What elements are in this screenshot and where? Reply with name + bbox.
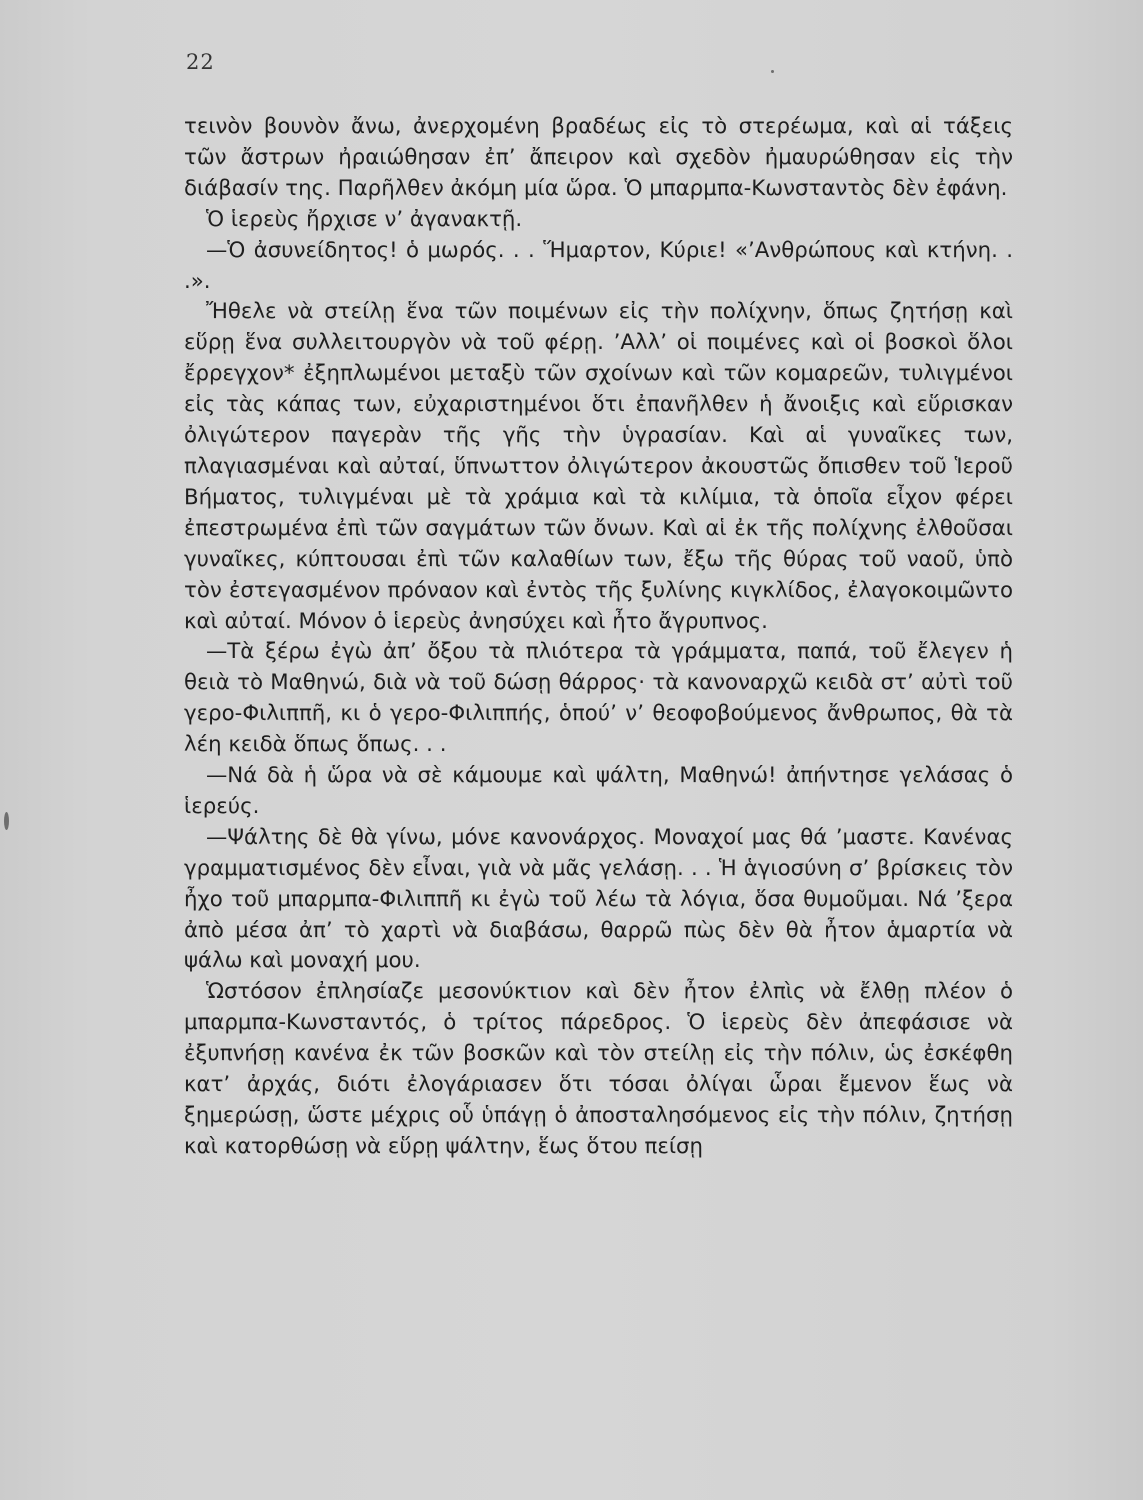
scan-speck xyxy=(4,812,9,830)
paragraph: Ἤθελε νὰ στείλῃ ἕνα τῶν ποιμένων εἰς τὴν πολίχνην, ὅπως ζητήσῃ καὶ εὕρῃ ἕνα συλλειτουργὸν νὰ τοῦ φέρῃ. ’Αλλ’ οἱ ποιμένες καὶ οἱ βοσκοὶ ὅλοι ἔρρεγχον* ἐξηπλωμένοι μεταξὺ τῶν σχοίνων καὶ τῶν κομαρεῶν, τυλιγμένοι εἰς τὰς κάπας των, εὐχαριστημένοι ὅτι ἐπανῆλθεν ἡ ἄνοιξις καὶ εὕρισκαν ὀλιγώτερον παγερὰν τῆς γῆς τὴν ὑγρασίαν. Καὶ αἱ γυναῖκες των, πλαγιασμέναι καὶ αὐταί, ὕπνωττον ὀλιγώτερον ἀκουστῶς ὄπισθεν τοῦ Ἱεροῦ Βήματος, τυλιγμέναι μὲ τὰ χράμια καὶ τὰ κιλίμια, τὰ ὁποῖα εἶχον φέρει ἐπεστρωμένα ἐπὶ τῶν σαγμάτων τῶν ὄνων. Καὶ αἱ ἐκ τῆς πολίχνης ἐλθοῦσαι γυναῖκες, κύπτουσαι ἐπὶ τῶν καλαθίων των, ἔξω τῆς θύρας τοῦ ναοῦ, ὑπὸ τὸν ἐστεγασμένον πρόναον καὶ ἐντὸς τῆς ξυλίνης κιγκλίδος, ἐλαγοκοιμῶντο καὶ αὐταί. Μόνον ὁ ἱερεὺς ἀνησύχει καὶ ἦτο ἄγρυπνος. xyxy=(184,299,1013,634)
paragraph-dialogue: —Ὁ ἀσυνείδητος! ὁ μωρός. . . Ἥμαρτον, Κύριε! «’Ανθρώπους καὶ κτήνη. . .». xyxy=(184,237,1013,294)
paragraph-dialogue: —Ψάλτης δὲ θὰ γίνω, μόνε κανονάρχος. Μοναχοί μας θά ’μαστε. Κανένας γραμματισμένος δὲν εἶναι, γιὰ νὰ μᾶς γελάσῃ. . . Ἡ ἁγιοσύνη σ’ βρίσκεις τὸν ἦχο τοῦ μπαρμπα-Φιλιππῆ κι ἐγὼ τοῦ λέω τὰ λόγια, ὅσα θυμοῦμαι. Νά ’ξερα ἀπὸ μέσα ἀπ’ τὸ χαρτὶ νὰ διαβάσω, θαρρῶ πὼς δὲν θὰ ἦτον ἁμαρτία νὰ ψάλω καὶ μοναχή μου. xyxy=(184,824,1013,974)
scan-speck xyxy=(771,70,774,73)
paragraph: Ὁ ἱερεὺς ἤρχισε ν’ ἀγανακτῇ. xyxy=(206,206,523,232)
paragraph: Ὡστόσον ἐπλησίαζε μεσονύκτιον καὶ δὲν ἦτον ἐλπὶς νὰ ἔλθῃ πλέον ὁ μπαρμπα-Κωνσταντός, ὁ τρίτος πάρεδρος. Ὁ ἱερεὺς δὲν ἀπεφάσισε νὰ ἐξυπνήσῃ κανένα ἐκ τῶν βοσκῶν καὶ τὸν στείλῃ εἰς τὴν πόλιν, ὡς ἐσκέφθη κατ’ ἀρχάς, διότι ἐλογάριασεν ὅτι τόσαι ὀλίγαι ὧραι ἔμενον ἕως νὰ ξημερώσῃ, ὥστε μέχρις οὗ ὑπάγῃ ὁ ἀποσταλησόμενος εἰς τὴν πόλιν, ζητήσῃ καὶ κατορθώσῃ νὰ εὕρῃ ψάλτην, ἕως ὅτου πείσῃ xyxy=(184,979,1013,1159)
text-body xyxy=(184,112,1013,1163)
paragraph-dialogue: —Νά δὰ ἡ ὥρα νὰ σὲ κάμουμε καὶ ψάλτη, Μαθηνώ! ἀπήντησε γελάσας ὁ ἱερεύς. xyxy=(184,763,1013,819)
paragraph-continued: τεινὸν βουνὸν ἄνω, ἀνερχομένη βραδέως εἰς τὸ στερέωμα, καὶ αἱ τάξεις τῶν ἄστρων ἠραιώθησαν ἐπ’ ἄπειρον καὶ σχεδὸν ἠμαυρώθησαν εἰς τὴν διάβασίν της. Παρῆλθεν ἀκόμη μία ὥρα. Ὁ μπαρμπα-Κωνσταντὸς δὲν ἐφάνη. xyxy=(184,114,1013,201)
paragraph-dialogue: —Τὰ ξέρω ἐγὼ ἀπ’ ὄξου τὰ πλιότερα τὰ γράμματα, παπά, τοῦ ἔλεγεν ἡ θειὰ τὸ Μαθηνώ, διὰ νὰ τοῦ δώσῃ θάρρος· τὰ κανοναρχῶ κειδὰ στ’ αὐτὶ τοῦ γερο-Φιλιππῆ, κι ὁ γερο-Φιλιππής, ὁπού’ ν’ θεοφοβούμενος ἄνθρωπος, θὰ τὰ λέη κειδὰ ὅπως ὅπως. . . xyxy=(184,639,1013,758)
page-number: 22 xyxy=(186,50,215,74)
